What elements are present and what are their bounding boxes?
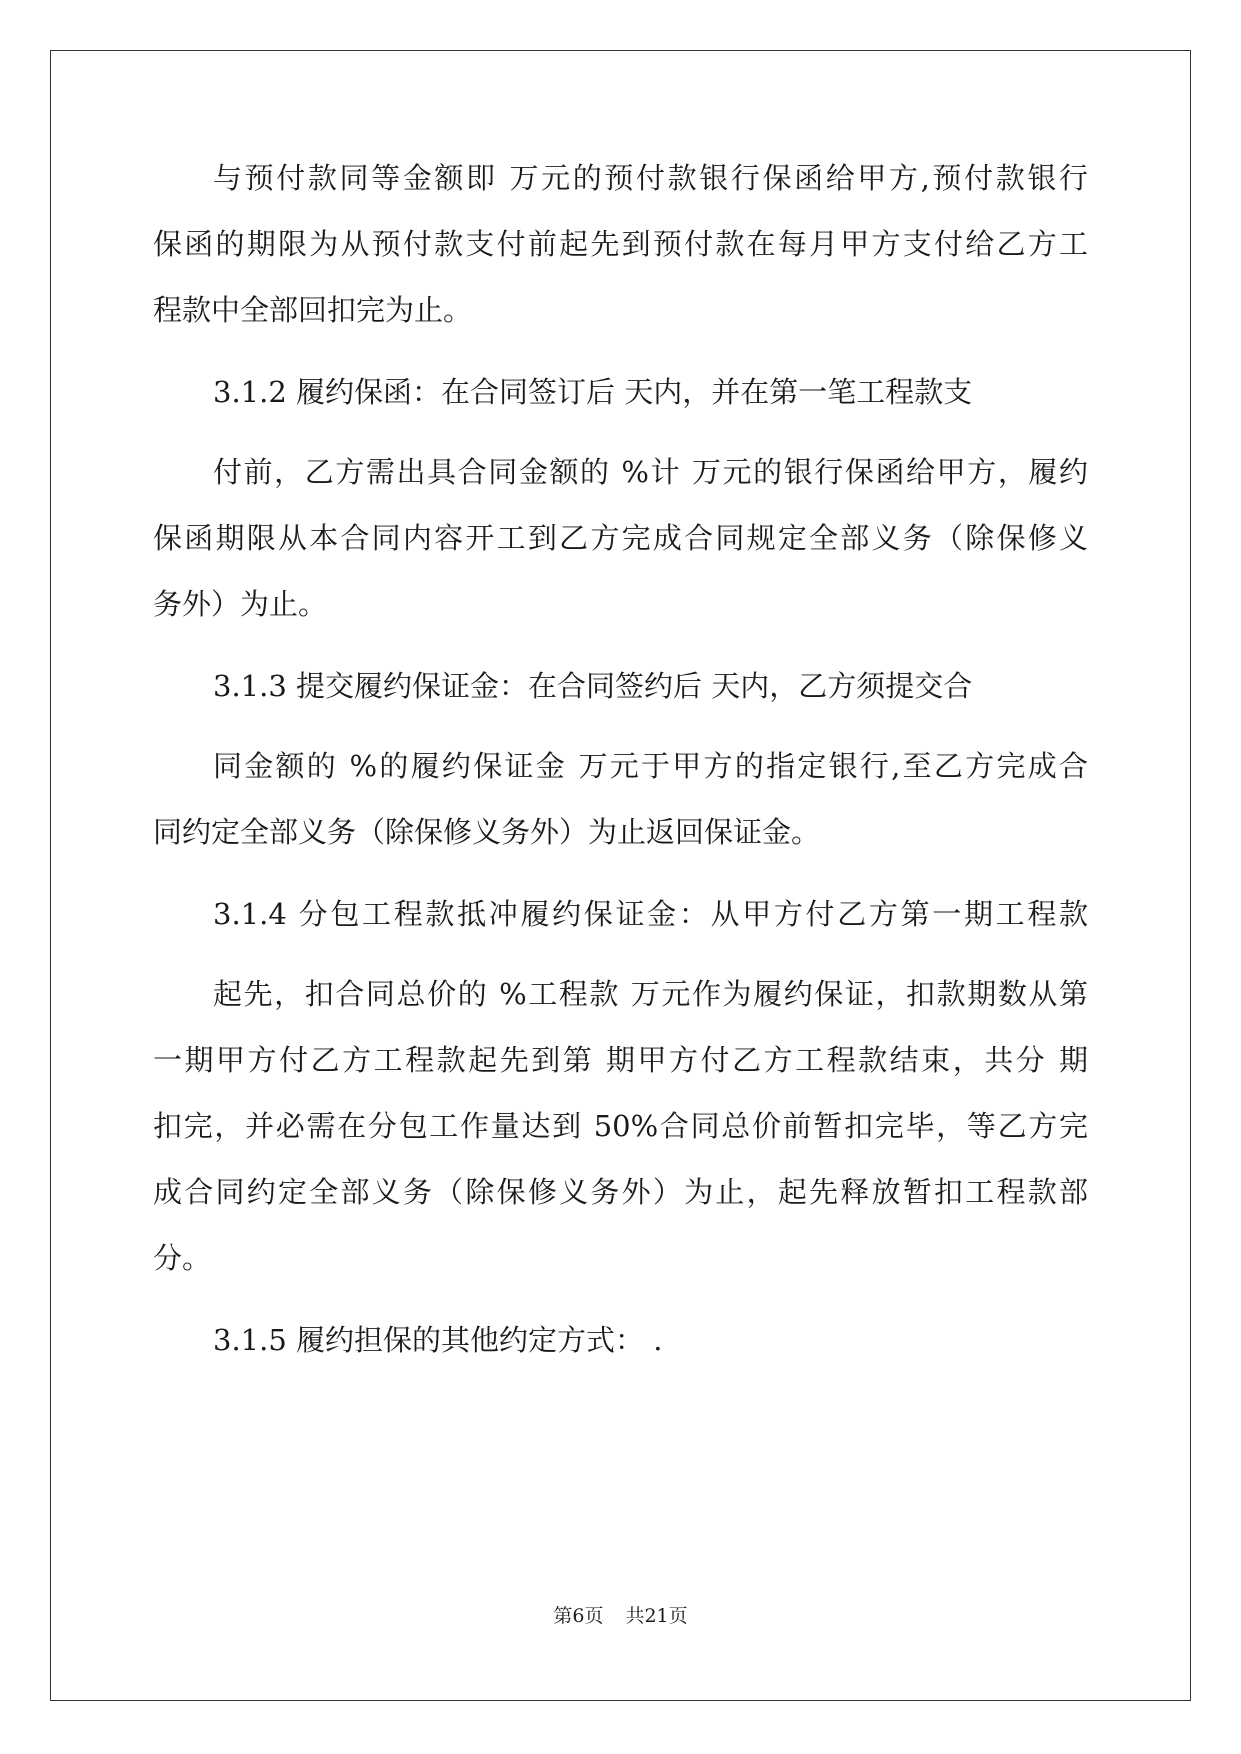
text-line: 付前，乙方需出具合同金额的 %计 万元的银行保函给甲方，履约	[213, 455, 1088, 489]
page-number: 第6页	[553, 1605, 604, 1627]
text-line: 保函期限从本合同内容开工到乙方完成合同规定全部义务（除保修义	[153, 521, 1088, 555]
text-line: 程款中全部回扣完为止。	[153, 293, 473, 327]
text-line: 务外）为止。	[153, 587, 328, 621]
text-line: 成合同约定全部义务（除保修义务外）为止，起先释放暂扣工程款部	[153, 1175, 1088, 1209]
text-line: 保函的期限为从预付款支付前起先到预付款在每月甲方支付给乙方工	[153, 227, 1088, 261]
text-line: 3.1.5 履约担保的其他约定方式： .	[213, 1323, 663, 1357]
text-line: 3.1.2 履约保函：在合同签订后 天内，并在第一笔工程款支	[213, 375, 973, 409]
text-line: 扣完，并必需在分包工作量达到 50%合同总价前暂扣完毕，等乙方完	[153, 1109, 1088, 1143]
text-line: 3.1.3 提交履约保证金：在合同签约后 天内，乙方须提交合	[213, 669, 973, 703]
page-footer	[0, 1604, 1241, 1628]
text-line: 分。	[153, 1241, 212, 1275]
text-line: 3.1.4 分包工程款抵冲履约保证金：从甲方付乙方第一期工程款	[213, 897, 1088, 931]
text-line: 一期甲方付乙方工程款起先到第 期甲方付乙方工程款结束，共分 期	[153, 1043, 1088, 1077]
text-line: 起先，扣合同总价的 %工程款 万元作为履约保证，扣款期数从第	[213, 977, 1088, 1011]
page-total: 共21页	[625, 1605, 688, 1627]
text-line: 同金额的 %的履约保证金 万元于甲方的指定银行,至乙方完成合	[213, 749, 1088, 783]
text-line: 与预付款同等金额即 万元的预付款银行保函给甲方,预付款银行	[213, 161, 1088, 195]
text-line: 同约定全部义务（除保修义务外）为止返回保证金。	[153, 815, 821, 849]
